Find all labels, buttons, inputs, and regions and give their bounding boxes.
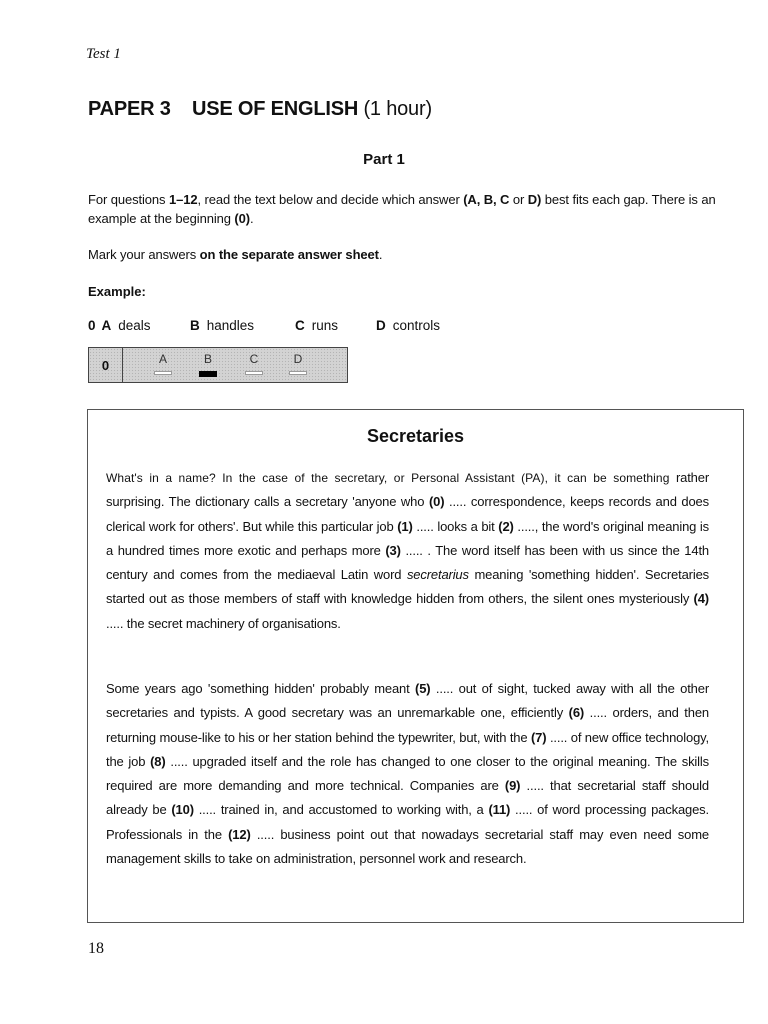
gap-marker: (10) bbox=[171, 802, 194, 818]
answer-mark bbox=[154, 371, 172, 375]
gap-marker: (7) bbox=[530, 729, 547, 745]
gap-marker: (2) bbox=[498, 518, 514, 534]
passage-paragraph-1: What's in a name? In the case of the secretary, or Personal Assistant (PA), it can be something rather surprising. The dictionary calls a secretary 'anyone who (0) ..... correspondence, keeps records and does clerical work for others'. But while this particular job (1) ..... looks a bit (2) ....., the word's original meaning is a hundred times more exotic and perhaps more (3) ..... . The word itself has been with us since the 14th century and comes from the mediaeval Latin word secretarius meaning 'something hidden'. Secretaries started out as those members of staff with knowledge hidden from others, the silent ones mysteriously (4) ..... the secret machinery of organisations. bbox=[106, 470, 710, 631]
passage-paragraph-2: Some years ago 'something hidden' probably meant (5) ..... out of sight, tucked away with all the other secretaries and typists. A good secretary was an unremarkable one, efficiently (6) ..... orders, and then returning mouse-like to his or her station behind the typewriter, but, with the (7) ..... of new office technology, the job (8) ..... upgraded itself and the role has changed to one closer to the original meaning. The skills required are more demanding and more technical. Companies are (9) ..... that secretarial staff should already be (10) ..... trained in, and accustomed to working with, a (11) ..... of word processing packages. Professionals in the (12) ..... business point out that nowadays secretarial staff may even need some management skills to take on administration, personnel work and research. bbox=[106, 681, 710, 867]
instructions-text: For questions 1–12, read the text below and decide which answer (A, B, C or D) best fits each gap. There is an example at the beginning (0). bbox=[88, 192, 716, 226]
gap-marker: (9) bbox=[504, 778, 521, 794]
gap-marker: (8) bbox=[150, 753, 166, 769]
passage-title: Secretaries bbox=[366, 426, 465, 446]
part-heading: Part 1 bbox=[363, 151, 405, 168]
gap-marker: (11) bbox=[488, 802, 511, 818]
answer-grid bbox=[88, 347, 348, 383]
passage-box bbox=[87, 409, 744, 923]
answer-mark bbox=[289, 371, 307, 375]
answer-grid-col-d: D bbox=[287, 352, 309, 375]
page-number: 18 bbox=[88, 940, 104, 957]
gap-marker: (12) bbox=[228, 826, 251, 842]
example-option-a: 0 A deals bbox=[88, 318, 151, 333]
answer-mark-selected bbox=[199, 371, 217, 377]
gap-marker: (6) bbox=[568, 705, 585, 721]
answer-grid-number: 0 bbox=[89, 348, 123, 382]
answer-sheet-instruction: Mark your answers on the separate answer sheet. bbox=[88, 247, 383, 262]
answer-grid-col-b: B bbox=[197, 352, 219, 377]
gap-marker: (1) bbox=[397, 518, 413, 534]
paper-number: PAPER 3 bbox=[88, 98, 171, 120]
gap-marker: (4) bbox=[693, 591, 709, 607]
gap-marker: (0) bbox=[428, 494, 445, 510]
example-option-d: D controls bbox=[376, 318, 441, 333]
example-option-c: C runs bbox=[295, 318, 339, 333]
answer-grid-col-a: A bbox=[152, 352, 174, 375]
gap-marker: (3) bbox=[385, 542, 401, 558]
answer-grid-col-c: C bbox=[243, 352, 265, 375]
running-head: Test 1 bbox=[86, 46, 121, 62]
paper-title bbox=[88, 98, 432, 121]
paper-duration: (1 hour) bbox=[363, 98, 432, 120]
example-option-b: B handles bbox=[190, 318, 255, 333]
example-label: Example: bbox=[88, 284, 146, 299]
gap-marker: (5) bbox=[415, 681, 431, 696]
paper-name: USE OF ENGLISH bbox=[192, 98, 359, 120]
answer-mark bbox=[245, 371, 263, 375]
